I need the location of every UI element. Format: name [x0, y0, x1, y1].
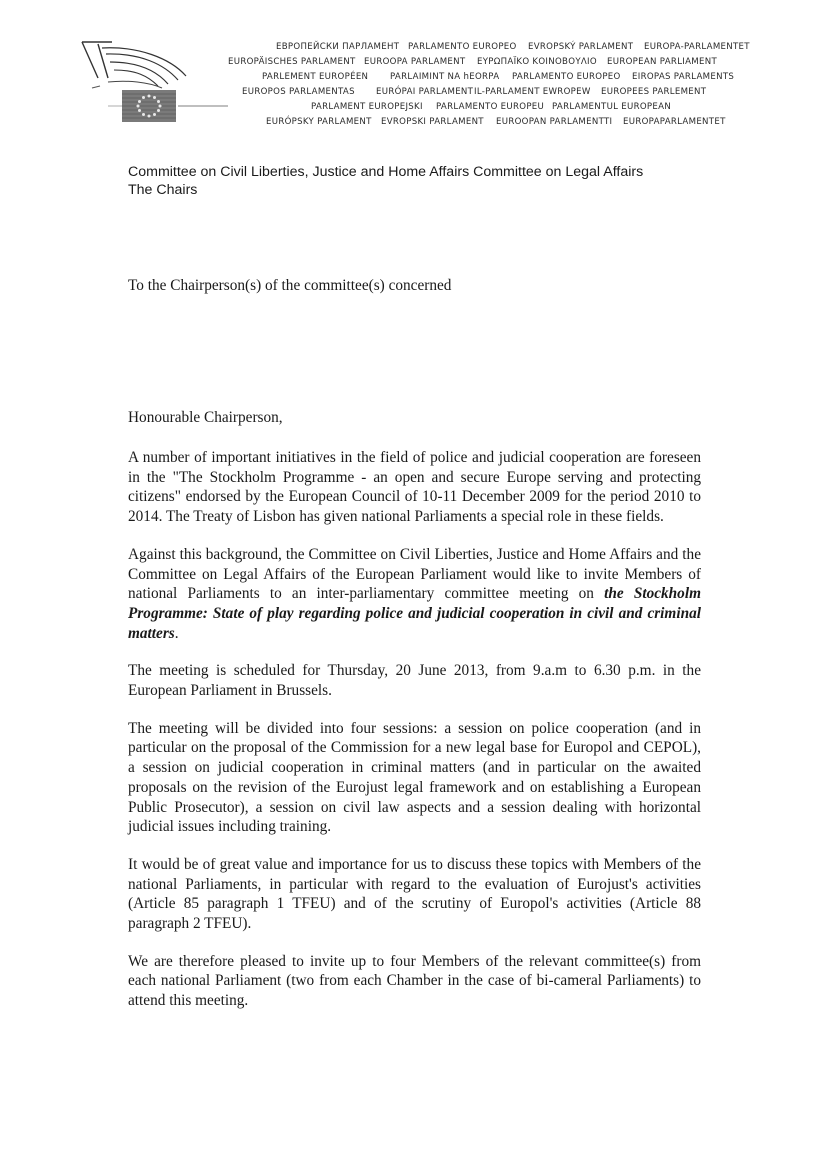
- parliament-name: IL-PARLAMENT EWROPEW: [474, 87, 591, 97]
- parliament-name: EUROPEES PARLEMENT: [601, 87, 707, 97]
- parliament-name: PARLAMENTO EUROPEO: [512, 72, 621, 82]
- parliament-name: PARLEMENT EUROPÉEN: [262, 72, 369, 82]
- recipient-line: To the Chairperson(s) of the committee(s) concerned: [128, 277, 452, 294]
- parliament-name: PARLAMENTO EUROPEO: [408, 42, 517, 52]
- parliament-name: PARLAIMINT NA hEORPA: [390, 72, 500, 82]
- parliament-name: EVROPSKÝ PARLAMENT: [528, 42, 634, 52]
- paragraph: The meeting will be divided into four sessions: a session on police cooperation (and in particular on the proposal of the Commission for a new legal base for Europol and CEPOL), a session on judicial cooperation in criminal matters (and in particular on the awaited proposals on the revision of the Eurojust legal framework and on establishing a European Public Prosecutor), a session on civil law aspects and a session dealing with horizontal judicial issues including training.: [128, 719, 701, 836]
- salutation: Honourable Chairperson,: [128, 409, 283, 426]
- sender-block: [128, 163, 748, 199]
- paragraph: It would be of great value and importance for us to discuss these topics with Members of the national Parliaments, in particular with regard to the evaluation of Eurojust's activities (Article 85 paragraph 1 TFEU) and of the scrutiny of Europol's activities (Article 88 paragraph 2 TFEU).: [128, 855, 701, 933]
- parliament-name: EURÓPAI PARLAMENT: [376, 87, 474, 97]
- paragraph-text: .: [174, 624, 179, 642]
- paragraph: We are therefore pleased to invite up to four Members of the relevant committee(s) from each national Parliament (two from each Chamber in the case of bi-cameral Parliaments) to attend this meeting.: [128, 952, 701, 1010]
- parliament-name: EUROPOS PARLAMENTAS: [242, 87, 355, 97]
- paragraph-text: Against this background, the Committee on Civil Liberties, Justice and Home Affairs and the Committee on Legal Affairs of the European Parliament would like to invite Members of national Parliaments to an inter-parliamentary committee meeting on: [128, 545, 701, 603]
- parliament-name: EUROOPA PARLAMENT: [364, 57, 466, 67]
- sender-role: The Chairs: [128, 182, 198, 198]
- parliament-name: EURÓPSKY PARLAMENT: [266, 117, 372, 127]
- paragraph: The meeting is scheduled for Thursday, 20 June 2013, from 9.a.m to 6.30 p.m. in the European Parliament in Brussels.: [128, 662, 701, 700]
- paragraph: A number of important initiatives in the field of police and judicial cooperation are foreseen in the "The Stockholm Programme - an open and secure Europe serving and protecting citizens" endorsed by the European Council of 10-11 December 2009 for the period 2010 to 2014. The Treaty of Lisbon has given national Parliaments a special role in these fields.: [128, 449, 701, 526]
- european-parliament-logo-icon: [78, 38, 260, 128]
- parliament-name: EUROPAPARLAMENTET: [623, 117, 726, 127]
- letterhead: [0, 0, 828, 135]
- sender-committees: Committee on Civil Liberties, Justice and Home Affairs Committee on Legal Affairs: [128, 164, 644, 180]
- parliament-name: PARLAMENTO EUROPEU: [436, 102, 545, 112]
- parliament-name: EUROPÄISCHES PARLAMENT: [228, 57, 356, 67]
- parliament-name: EUROPA-PARLAMENTET: [644, 42, 750, 52]
- parliament-name: EIROPAS PARLAMENTS: [632, 72, 735, 82]
- parliament-name: PARLAMENT EUROPEJSKI: [311, 102, 423, 112]
- parliament-name: EVROPSKI PARLAMENT: [381, 117, 484, 127]
- parliament-name: ЕВРОПЕЙСКИ ПАРЛАМЕНТ: [276, 42, 400, 52]
- parliament-name: PARLAMENTUL EUROPEAN: [552, 102, 672, 112]
- parliament-name: EUROOPAN PARLAMENTTI: [496, 117, 613, 127]
- letter-body: [128, 448, 701, 1011]
- parliament-name: ΕΥΡΩΠΑΪΚΟ ΚΟΙΝΟΒΟΥΛΙΟ: [477, 57, 597, 67]
- paragraph: [128, 545, 701, 644]
- parliament-name: EUROPEAN PARLIAMENT: [607, 57, 718, 67]
- meeting-title: the Stockholm Programme: State of play regarding police and judicial cooperation in civil and criminal matters: [128, 585, 701, 642]
